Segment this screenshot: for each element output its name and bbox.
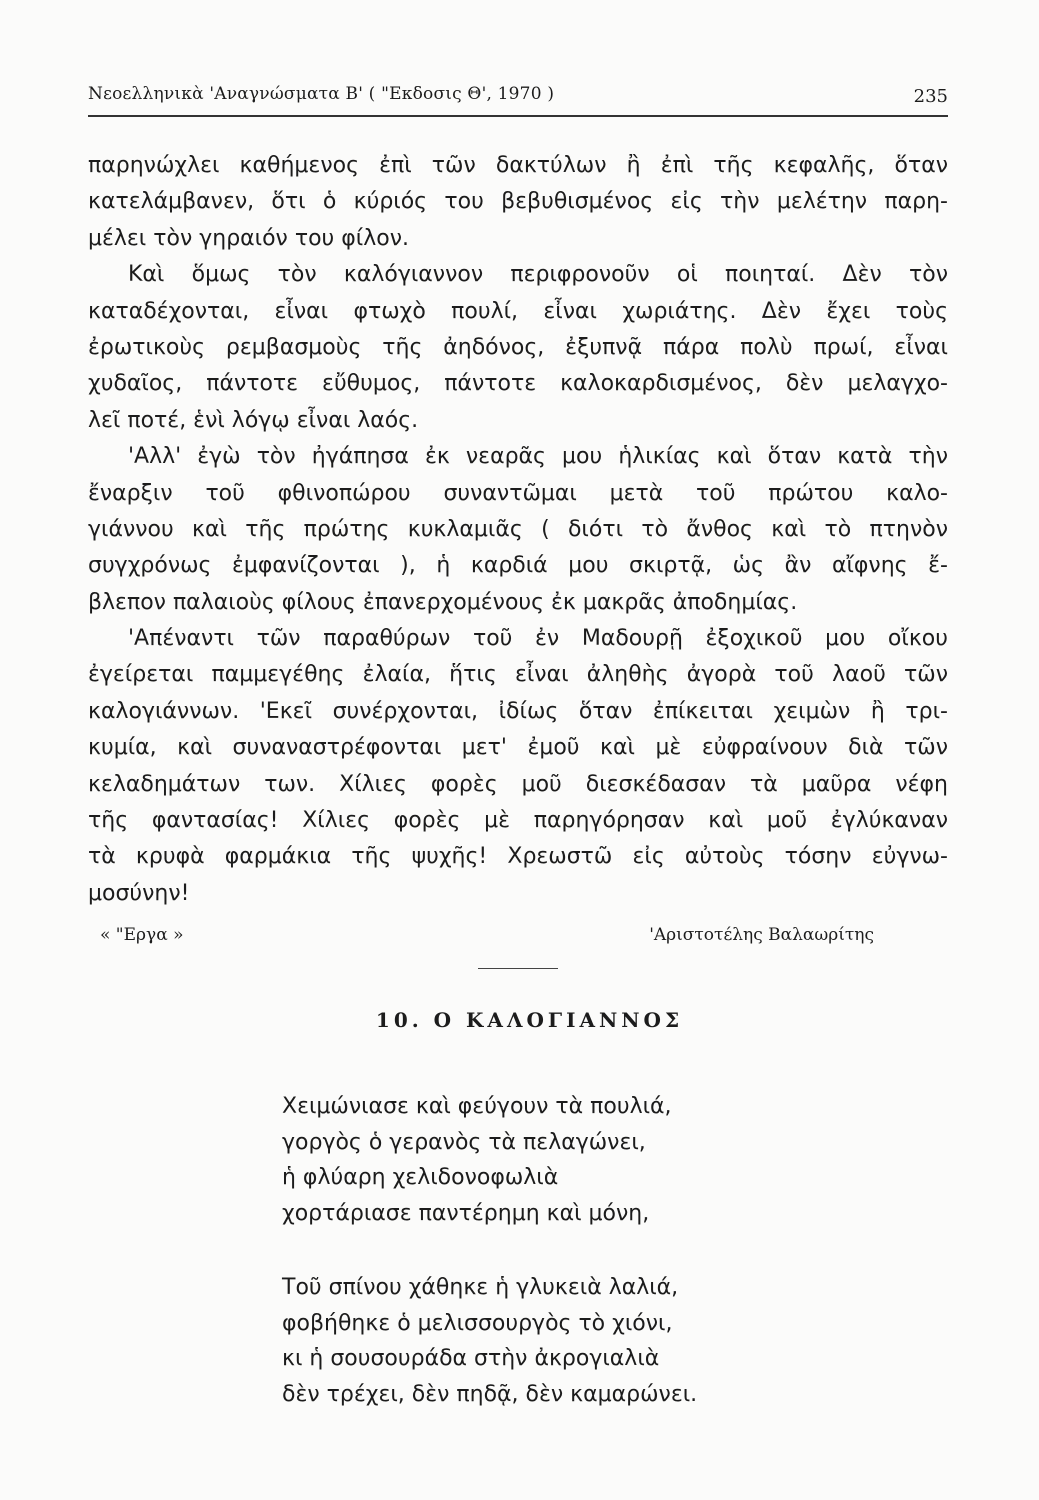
poem-title: 10. Ο ΚΑΛΟΓΙΑΝΝΟΣ [375, 1008, 684, 1032]
prose-line: κυμία, καὶ συναναστρέφονται μετ' ἐμοῦ καὶ μὲ εὐφραίνουν διὰ τῶν [88, 735, 948, 761]
poem-line: δὲν τρέχει, δὲν πηδᾷ, δὲν καμαρώνει. [282, 1381, 698, 1407]
poem-line: Χειμώνιασε καὶ φεύγουν τὰ πουλιά, [282, 1094, 672, 1119]
prose-line: ἐρωτικοὺς ρεμβασμοὺς τῆς ἀηδόνος, ἐξυπνᾷ πάρα πολὺ πρωί, εἶναι [88, 334, 948, 360]
poem-line: κι ἡ σουσουράδα στὴν ἀκρογιαλιὰ [282, 1346, 660, 1371]
prose-line: ἔναρξιν τοῦ φθινοπώρου συναντῶμαι μετὰ τοῦ πρώτου καλο- [88, 480, 948, 506]
prose-line: ἐγείρεται παμμεγέθης ἐλαία, ἥτις εἶναι ἀληθὴς ἀγορὰ τοῦ λαοῦ τῶν [88, 662, 948, 688]
poem-line: φοβήθηκε ὁ μελισσουργὸς τὸ χιόνι, [282, 1310, 673, 1336]
prose-line: βλεπον παλαιοὺς φίλους ἐπανερχομένους ἐκ μακρᾶς ἀποδημίας. [88, 589, 798, 615]
citation-author: 'Αριστοτέλης Βαλαωρίτης [649, 925, 874, 945]
poem-line: χορτάριασε παντέρημη καὶ μόνη, [282, 1200, 650, 1226]
prose-text [88, 148, 948, 912]
prose-line: συγχρόνως ἐμφανίζονται ), ἡ καρδιά μου σκιρτᾷ, ὡς ἂν αἴφνης ἔ- [88, 553, 948, 579]
prose-line: Καὶ ὅμως τὸν καλόγιαννον περιφρονοῦν οἱ ποιηταί. Δὲν τὸν [128, 262, 948, 288]
poem-line: γοργὸς ὁ γερανὸς τὰ πελαγώνει, [282, 1129, 646, 1155]
citation-source: « "Εργα » [100, 925, 184, 945]
prose-line: καταδέχονται, εἶναι φτωχὸ πουλί, εἶναι χωριάτης. Δὲν ἔχει τοὺς [88, 298, 948, 324]
prose-line: κελαδημάτων των. Χίλιες φορὲς μοῦ διεσκέδασαν τὰ μαῦρα νέφη [88, 771, 948, 797]
book-title: Νεοελληνικὰ 'Αναγνώσματα Β' ( "Εκδοσις Θ', 1970 ) [88, 84, 555, 104]
poem-stanza-1 [282, 1089, 672, 1231]
prose-line: καλογιάννων. 'Εκεῖ συνέρχονται, ἰδίως ὅταν ἐπίκειται χειμὼν ἢ τρι- [88, 698, 948, 724]
prose-line: παρηνώχλει καθήμενος ἐπὶ τῶν δακτύλων ἢ ἐπὶ τῆς κεφαλῆς, ὅταν [88, 153, 948, 178]
prose-line: μοσύνην! [88, 880, 190, 906]
prose-line: γιάννου καὶ τῆς πρώτης κυκλαμιᾶς ( διότι τὸ ἄνθος καὶ τὸ πτηνὸν [88, 516, 948, 542]
poem-line: Τοῦ σπίνου χάθηκε ἡ γλυκειὰ λαλιά, [282, 1275, 679, 1300]
prose-line: 'Απέναντι τῶν παραθύρων τοῦ ἐν Μαδουρῇ ἐξοχικοῦ μου οἴκου [128, 626, 948, 652]
running-header [88, 84, 948, 110]
prose-line: χυδαῖος, πάντοτε εὔθυμος, πάντοτε καλοκαρδισμένος, δὲν μελαγχο- [88, 371, 948, 397]
prose-line: 'Αλλ' ἐγὼ τὸν ἠγάπησα ἐκ νεαρᾶς μου ἡλικίας καὶ ὅταν κατὰ τὴν [128, 444, 948, 470]
prose-line: τὰ κρυφὰ φαρμάκια τῆς ψυχῆς! Χρεωστῶ εἰς αὐτοὺς τόσην εὐγνω- [88, 844, 948, 870]
poem-stanza-2 [282, 1270, 697, 1412]
prose-line: τῆς φαντασίας! Χίλιες φορὲς μὲ παρηγόρησαν καὶ μοῦ ἐγλύκαναν [88, 808, 948, 834]
prose-line: κατελάμβανεν, ὅτι ὁ κύριός του βεβυθισμένος εἰς τὴν μελέτην παρη- [88, 189, 948, 215]
header-rule [88, 115, 948, 117]
prose-line: μέλει τὸν γηραιόν του φίλον. [88, 225, 409, 251]
section-divider [478, 968, 558, 969]
page-number: 235 [913, 86, 948, 107]
prose-line: λεῖ ποτέ, ἑνὶ λόγῳ εἶναι λαός. [88, 407, 419, 433]
poem-line: ἡ φλύαρη χελιδονοφωλιὰ [282, 1165, 559, 1190]
